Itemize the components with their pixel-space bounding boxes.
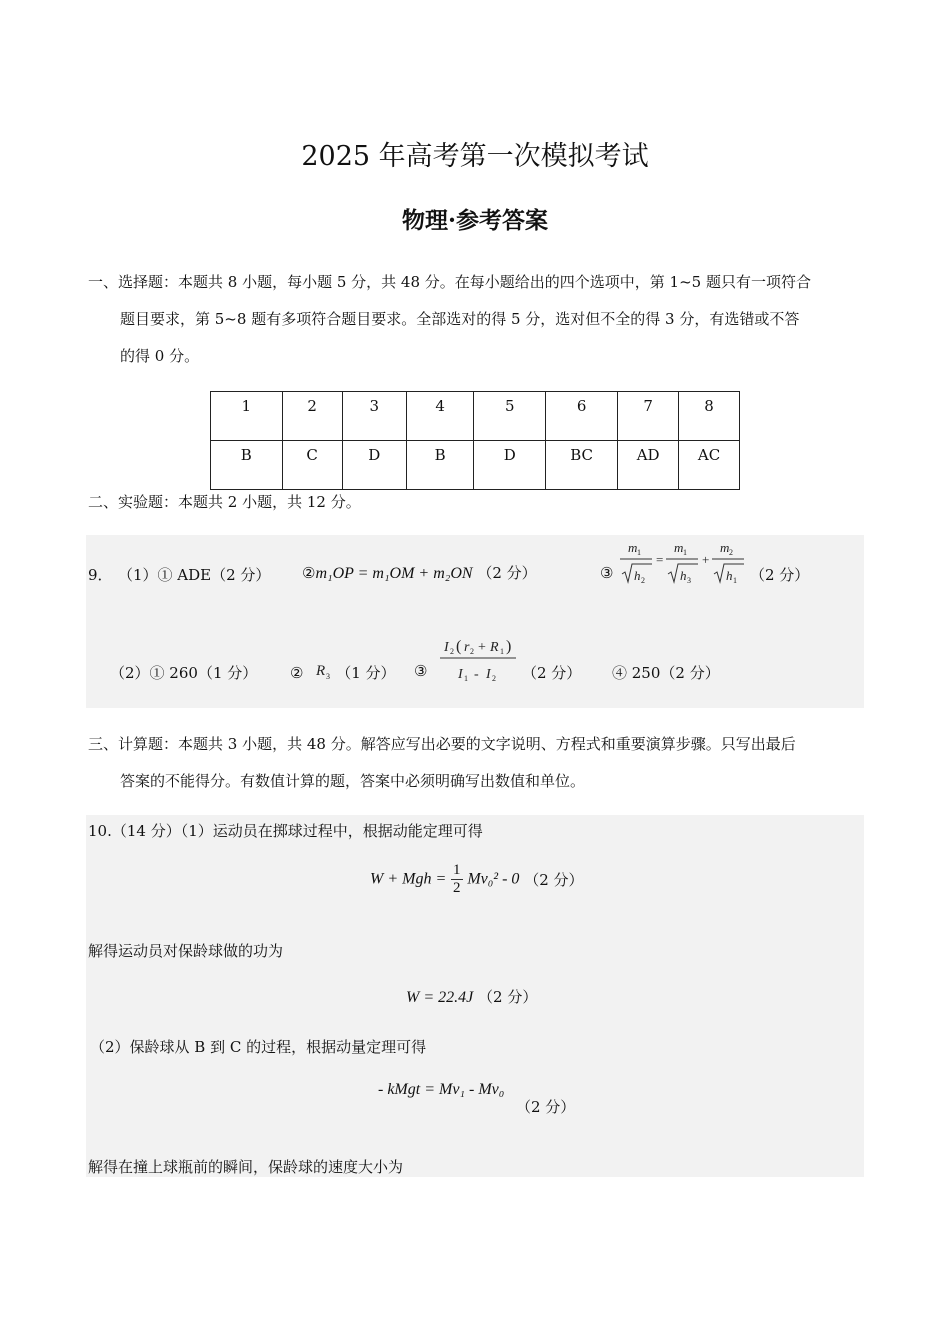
section2-heading: 二、实验题：本题共 2 小题，共 12 分。 bbox=[88, 493, 361, 511]
svg-text:): ) bbox=[506, 638, 512, 655]
svg-text:m: m bbox=[674, 540, 684, 555]
fraction-half bbox=[451, 862, 463, 897]
section1-line2: 题目要求，第 5~8 题有多项符合题目要求。全部选对的得 5 分，选对但不全的得 3 分，有选错或不答 bbox=[120, 310, 800, 328]
page-subtitle: 物理·参考答案 bbox=[401, 207, 548, 234]
q10-text-4: 解得在撞上球瓶前的瞬间，保龄球的速度大小为 bbox=[88, 1158, 404, 1176]
section1-line3: 的得 0 分。 bbox=[120, 347, 200, 365]
resistor-r3-symbol bbox=[314, 660, 336, 682]
impulse-equation: - kMgt = Mv₁ - Mv₀ bbox=[378, 1081, 505, 1098]
q10-equation-1 bbox=[370, 862, 584, 897]
svg-text:+: + bbox=[478, 640, 486, 655]
circled-number: ② bbox=[290, 664, 304, 682]
table-cell: B bbox=[406, 441, 474, 490]
table-cell: BC bbox=[546, 441, 618, 490]
svg-text:r: r bbox=[464, 640, 470, 655]
svg-text:I: I bbox=[486, 667, 491, 682]
work-result: W = 22.4J bbox=[406, 989, 474, 1006]
section3-line2: 答案的不能得分。有数值计算的题，答案中必须明确写出数值和单位。 bbox=[120, 772, 586, 790]
table-cell: 1 bbox=[211, 392, 283, 441]
table-cell: C bbox=[282, 441, 342, 490]
svg-text:R: R bbox=[316, 663, 326, 679]
table-cell: B bbox=[211, 441, 283, 490]
svg-text:R: R bbox=[490, 640, 499, 655]
score: （2 分） bbox=[750, 566, 810, 584]
svg-text:h: h bbox=[726, 568, 733, 583]
svg-text:h: h bbox=[680, 568, 687, 583]
svg-text:2: 2 bbox=[729, 548, 733, 557]
q9-part2-answer-d: ④ 250（2 分） bbox=[612, 664, 720, 682]
q9-part2-answer-b bbox=[290, 660, 396, 683]
svg-text:2: 2 bbox=[450, 647, 454, 656]
svg-text:2: 2 bbox=[492, 674, 496, 683]
table-cell: D bbox=[474, 441, 546, 490]
circled-number: ③ bbox=[414, 662, 428, 680]
table-cell: 2 bbox=[282, 392, 342, 441]
q10-equation-3-score: （2 分） bbox=[516, 1098, 576, 1116]
circled-number: ③ bbox=[600, 564, 614, 582]
section1-instructions bbox=[88, 264, 868, 375]
svg-text:1: 1 bbox=[683, 548, 687, 557]
table-cell: D bbox=[342, 441, 406, 490]
svg-text:3: 3 bbox=[687, 576, 691, 585]
equation-right: Mv₀² - 0 bbox=[467, 870, 520, 888]
circled-number: ② bbox=[302, 564, 316, 582]
table-cell: AC bbox=[679, 441, 740, 490]
table-cell: 5 bbox=[474, 392, 546, 441]
answer-table-answer-row bbox=[211, 441, 740, 490]
section1-line1: 一、选择题：本题共 8 小题，每小题 5 分，共 48 分。在每小题给出的四个选项中，第 1~5 题只有一项符合 bbox=[88, 273, 811, 291]
svg-text:=: = bbox=[656, 552, 664, 567]
svg-text:(: ( bbox=[456, 638, 462, 655]
score: （2 分） bbox=[524, 871, 584, 889]
table-cell: 6 bbox=[546, 392, 618, 441]
svg-text:h: h bbox=[634, 568, 641, 583]
svg-text:1: 1 bbox=[637, 548, 641, 557]
q10-text-2: 解得运动员对保龄球做的功为 bbox=[88, 942, 284, 960]
q9-label: 9． bbox=[88, 566, 113, 584]
table-cell: 4 bbox=[406, 392, 474, 441]
table-cell: 8 bbox=[679, 392, 740, 441]
table-cell: 3 bbox=[342, 392, 406, 441]
momentum-equation: m₁OP = m₁OM + m₂ON bbox=[315, 565, 473, 582]
svg-text:3: 3 bbox=[326, 672, 331, 681]
q10-equation-2 bbox=[406, 986, 537, 1007]
q9-part1-answer-a: （1）① ADE（2 分） bbox=[118, 566, 271, 584]
svg-text:-: - bbox=[474, 667, 479, 682]
score: （2 分） bbox=[477, 564, 537, 582]
q9-part1-answer-b bbox=[302, 562, 537, 583]
table-cell: AD bbox=[618, 441, 679, 490]
table-cell: 7 bbox=[618, 392, 679, 441]
fraction-numerator: 1 bbox=[453, 862, 461, 878]
svg-text:m: m bbox=[720, 540, 730, 555]
svg-text:I: I bbox=[444, 640, 449, 655]
section3-line1: 三、计算题：本题共 3 小题，共 48 分。解答应写出必要的文字说明、方程式和重要演算步骤。只写出最后 bbox=[88, 735, 796, 753]
page-title: 2025 年高考第一次模拟考试 bbox=[301, 141, 649, 172]
svg-text:+: + bbox=[702, 552, 710, 567]
svg-text:1: 1 bbox=[464, 674, 468, 683]
score: （2 分） bbox=[522, 664, 582, 682]
svg-text:1: 1 bbox=[500, 647, 504, 656]
score: （2 分） bbox=[478, 988, 538, 1006]
fraction-denominator: 2 bbox=[453, 880, 461, 896]
svg-text:1: 1 bbox=[733, 576, 737, 585]
section3-instructions bbox=[88, 726, 868, 800]
answer-table bbox=[210, 391, 740, 490]
answer-table-header-row bbox=[211, 392, 740, 441]
svg-text:2: 2 bbox=[641, 576, 645, 585]
q9-part2-answer-a: （2）① 260（1 分） bbox=[110, 664, 258, 682]
svg-text:I: I bbox=[458, 667, 463, 682]
svg-text:m: m bbox=[628, 540, 638, 555]
q10-equation-3 bbox=[378, 1080, 504, 1099]
svg-text:2: 2 bbox=[470, 647, 474, 656]
score: （1 分） bbox=[336, 664, 396, 682]
q10-intro: 10.（14 分）（1）运动员在掷球过程中，根据动能定理可得 bbox=[88, 822, 483, 840]
q10-text-3: （2）保龄球从 B 到 C 的过程，根据动量定理可得 bbox=[90, 1038, 427, 1056]
equation-left: W + Mgh = bbox=[370, 870, 447, 888]
